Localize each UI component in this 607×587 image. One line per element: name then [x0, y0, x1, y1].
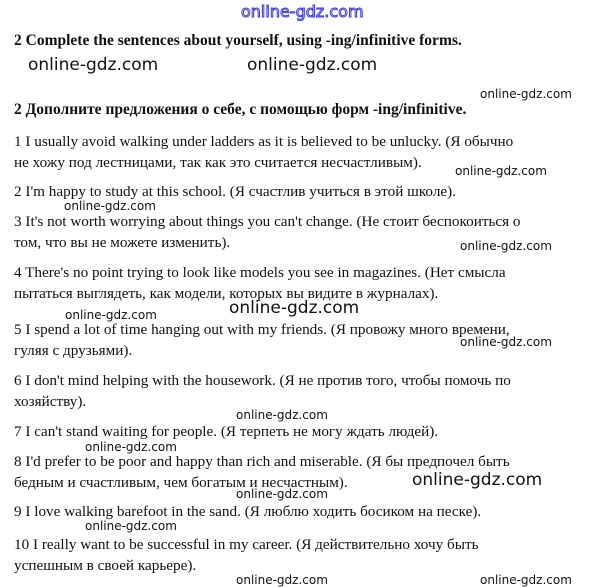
watermark: online-gdz.com — [460, 239, 552, 253]
watermark: online-gdz.com — [480, 573, 572, 587]
site-watermark-top: online-gdz.com — [241, 2, 364, 21]
item-line: 8 I'd prefer to be poor and happy than rich and miserable. (Я бы предпочел быть — [14, 453, 510, 470]
watermark: online-gdz.com — [229, 298, 360, 318]
heading-english: 2 Complete the sentences about yourself, using -ing/infinitive forms. — [14, 32, 462, 49]
watermark: online-gdz.com — [85, 440, 177, 454]
watermark: online-gdz.com — [236, 573, 328, 587]
watermark: online-gdz.com — [236, 487, 328, 501]
watermark: online-gdz.com — [480, 87, 572, 101]
list-item-5 — [14, 319, 510, 361]
watermark: online-gdz.com — [65, 308, 157, 322]
item-line: 1 I usually avoid walking under ladders as it is believed to be unlucky. (Я обычно — [14, 133, 514, 150]
item-line: хозяйству). — [14, 393, 87, 410]
watermark: online-gdz.com — [85, 519, 177, 533]
item-line: бедным и счастливым, чем богатым и несчастным). — [14, 474, 348, 491]
list-item-7 — [14, 421, 438, 442]
heading-russian: 2 Дополните предложения о себе, с помощью форм -ing/infinitive. — [14, 101, 467, 118]
item-line: 3 It's not worth worrying about things you can't change. (Не стоит беспокоиться о — [14, 213, 521, 230]
list-item-6 — [14, 370, 511, 412]
watermark: online-gdz.com — [247, 55, 378, 75]
item-line: 5 I spend a lot of time hanging out with my friends. (Я провожу много времени, — [14, 321, 510, 338]
item-line: 10 I really want to be successful in my career. (Я действительно хочу быть — [14, 536, 479, 553]
list-item-3 — [14, 211, 521, 253]
item-line: пытаться выглядеть, как модели, которых вы видите в журналах). — [14, 285, 439, 302]
item-line: успешным в своей карьере). — [14, 557, 197, 574]
list-item-10 — [14, 534, 479, 576]
watermark: online-gdz.com — [236, 408, 328, 422]
item-line: 4 There's no point trying to look like models you see in magazines. (Нет смысла — [14, 264, 506, 281]
list-item-1 — [14, 131, 513, 173]
watermark: online-gdz.com — [455, 164, 547, 178]
watermark: online-gdz.com — [460, 335, 552, 349]
item-line: 6 I don't mind helping with the housework. (Я не против того, чтобы помочь по — [14, 372, 511, 389]
item-line: 9 I love walking barefoot in the sand. (Я люблю ходить босиком на песке). — [14, 503, 482, 520]
item-line: не хожу под лестницами, так как это считается несчастливым). — [14, 154, 422, 171]
item-line: 2 I'm happy to study at this school. (Я счастлив учиться в этой школе). — [14, 183, 457, 200]
item-line: том, что вы не можете изменить). — [14, 234, 231, 251]
item-line: 7 I can't stand waiting for people. (Я терпеть не могу ждать людей). — [14, 423, 439, 440]
watermark: online-gdz.com — [412, 470, 543, 490]
watermark: online-gdz.com — [64, 199, 156, 213]
watermark: online-gdz.com — [28, 55, 159, 75]
item-line: гуляя с друзьями). — [14, 342, 133, 359]
